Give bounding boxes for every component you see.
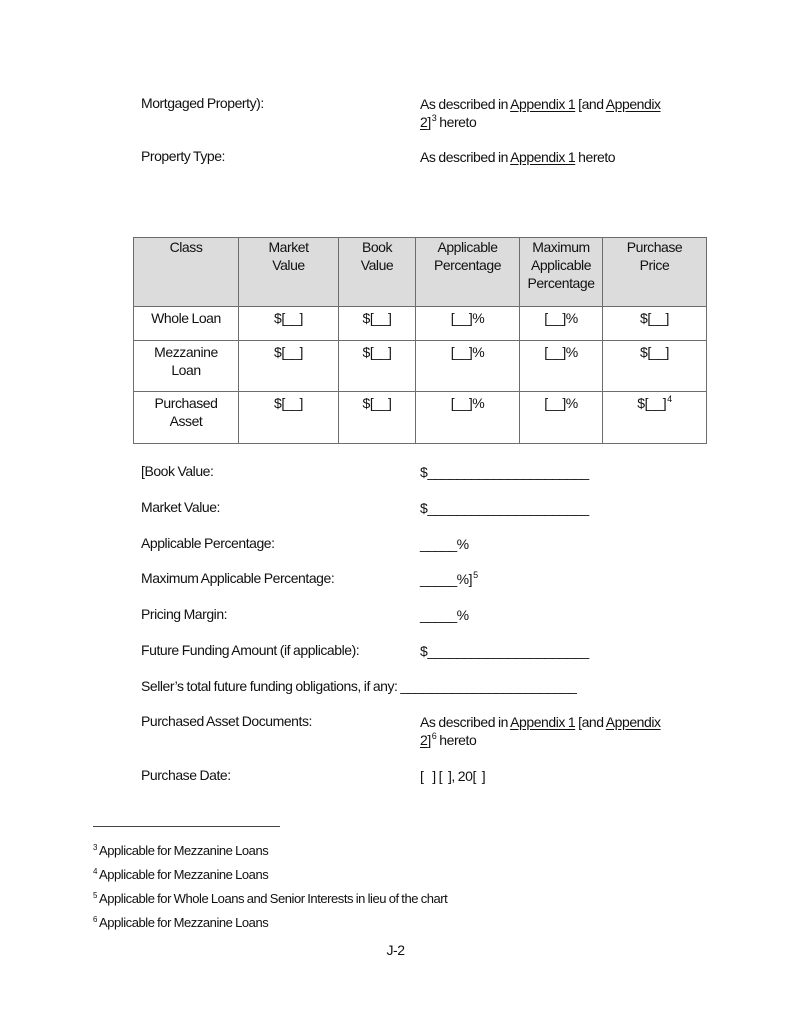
future-funding-amount-label: Future Funding Amount (if applicable): [141, 642, 360, 658]
header-line: Class [169, 239, 203, 255]
purchase-date-label: Purchase Date: [141, 767, 231, 783]
cell-class [134, 307, 239, 341]
footnote-mark: 3 [93, 843, 97, 852]
maximum-applicable-percentage-value [420, 570, 478, 588]
footnote-separator [93, 826, 280, 827]
cell-market-value[interactable]: $[__] [239, 341, 339, 392]
value-prefix: As described in [420, 149, 511, 165]
header-line: Price [639, 257, 670, 273]
footnote-6 [93, 915, 268, 930]
pricing-margin-input[interactable]: _____% [420, 607, 469, 623]
header-book-value [339, 238, 416, 307]
footnote-ref-4[interactable]: 4 [667, 394, 672, 404]
appendix-2-link-line1[interactable]: Appendix [605, 714, 661, 730]
purchase-price-value[interactable]: $[__] [637, 395, 667, 411]
cell-maximum-applicable-percentage[interactable]: [__]% [520, 307, 603, 341]
book-value-label: [Book Value: [141, 463, 214, 479]
header-class [134, 238, 239, 307]
appendix-1-link[interactable]: Appendix 1 [510, 714, 576, 730]
footnote-mark: 4 [93, 867, 97, 876]
appendix-1-link[interactable]: Appendix 1 [510, 149, 576, 165]
purchase-price-value[interactable]: $[__] [640, 310, 669, 326]
purchased-asset-documents-label: Purchased Asset Documents: [141, 713, 312, 729]
header-line: Value [272, 257, 305, 273]
cell-purchase-price[interactable] [603, 341, 707, 392]
future-funding-amount-input[interactable]: $______________________ [420, 643, 589, 659]
value-suffix: hereto [575, 149, 616, 165]
footnote-ref-5[interactable]: 5 [473, 570, 478, 580]
value-suffix: hereto [436, 732, 477, 748]
table-header-row [134, 238, 707, 307]
header-maximum-applicable-percentage [520, 238, 603, 307]
footnote-ref-3[interactable]: 3 [431, 113, 437, 123]
cell-maximum-applicable-percentage[interactable]: [__]% [520, 392, 603, 444]
table-row [134, 392, 707, 444]
class-line: Loan [171, 362, 201, 378]
mortgaged-property-value [420, 95, 661, 131]
footnote-5 [93, 891, 447, 906]
cell-class [134, 341, 239, 392]
cell-book-value[interactable]: $[__] [339, 307, 416, 341]
appendix-2-link-line1[interactable]: Appendix [605, 96, 661, 112]
header-line: Purchase [626, 239, 683, 255]
appendix-2-link-line2[interactable]: 2 [420, 114, 428, 130]
header-applicable-percentage [416, 238, 520, 307]
footnote-text: Applicable for Mezzanine Loans [99, 867, 269, 882]
header-line: Percentage [527, 275, 595, 291]
cell-book-value[interactable]: $[__] [339, 392, 416, 444]
cell-applicable-percentage[interactable]: [__]% [416, 307, 520, 341]
maximum-applicable-percentage-input[interactable]: _____%] [420, 571, 473, 587]
purchase-price-value[interactable]: $[__] [640, 344, 669, 360]
table-row [134, 307, 707, 341]
table-row [134, 341, 707, 392]
header-purchase-price [603, 238, 707, 307]
property-type-value [420, 148, 615, 166]
appendix-1-link[interactable]: Appendix 1 [510, 96, 576, 112]
footnote-text: Applicable for Mezzanine Loans [99, 915, 269, 930]
applicable-percentage-input[interactable]: _____% [420, 536, 469, 552]
value-prefix: As described in [420, 714, 511, 730]
purchased-asset-documents-value [420, 713, 661, 749]
cell-class [134, 392, 239, 444]
market-value-label: Market Value: [141, 499, 220, 515]
bracket: ] [427, 114, 431, 130]
header-market-value [239, 238, 339, 307]
class-line: Asset [169, 413, 203, 429]
cell-market-value[interactable]: $[__] [239, 307, 339, 341]
footnote-text: Applicable for Mezzanine Loans [99, 843, 269, 858]
class-line: Mezzanine [154, 344, 218, 360]
header-line: Percentage [433, 257, 502, 273]
cell-book-value[interactable]: $[__] [339, 341, 416, 392]
page-number: J-2 [386, 942, 405, 958]
value-middle: [and [575, 96, 606, 112]
value-suffix: hereto [436, 114, 477, 130]
cell-purchase-price[interactable] [603, 307, 707, 341]
footnote-mark: 6 [93, 915, 97, 924]
seller-obligations-text[interactable]: Seller’s total future funding obligations, if any: ________________________ [141, 678, 577, 694]
cell-market-value[interactable]: $[__] [239, 392, 339, 444]
cell-applicable-percentage[interactable]: [__]% [416, 392, 520, 444]
cell-maximum-applicable-percentage[interactable]: [__]% [520, 341, 603, 392]
header-line: Applicable [437, 239, 498, 255]
mortgaged-property-label: Mortgaged Property): [141, 95, 264, 111]
header-line: Book [361, 239, 393, 255]
cell-purchase-price[interactable] [603, 392, 707, 444]
purchase-date-input[interactable]: [ ] [ ], 20[ ] [420, 768, 486, 784]
class-line: Whole Loan [151, 310, 221, 326]
footnote-text: Applicable for Whole Loans and Senior Interests in lieu of the chart [99, 891, 448, 906]
footnote-3 [93, 843, 268, 858]
cell-applicable-percentage[interactable]: [__]% [416, 341, 520, 392]
footnote-ref-6[interactable]: 6 [431, 731, 437, 741]
footnote-mark: 5 [93, 891, 97, 900]
maximum-applicable-percentage-label: Maximum Applicable Percentage: [141, 570, 335, 586]
footnote-4 [93, 867, 268, 882]
value-middle: [and [575, 714, 606, 730]
class-line: Purchased [154, 395, 218, 411]
appendix-2-link-line2[interactable]: 2 [420, 732, 428, 748]
header-line: Applicable [530, 257, 592, 273]
book-value-input[interactable]: $______________________ [420, 464, 589, 480]
header-line: Maximum [532, 239, 590, 255]
header-line: Market [268, 239, 309, 255]
market-value-input[interactable]: $______________________ [420, 500, 589, 516]
pricing-margin-label: Pricing Margin: [141, 606, 228, 622]
bracket: ] [427, 732, 431, 748]
valuation-table [133, 237, 707, 444]
property-type-label: Property Type: [141, 148, 225, 164]
applicable-percentage-label: Applicable Percentage: [141, 535, 275, 551]
header-line: Value [360, 257, 394, 273]
value-prefix: As described in [420, 96, 511, 112]
